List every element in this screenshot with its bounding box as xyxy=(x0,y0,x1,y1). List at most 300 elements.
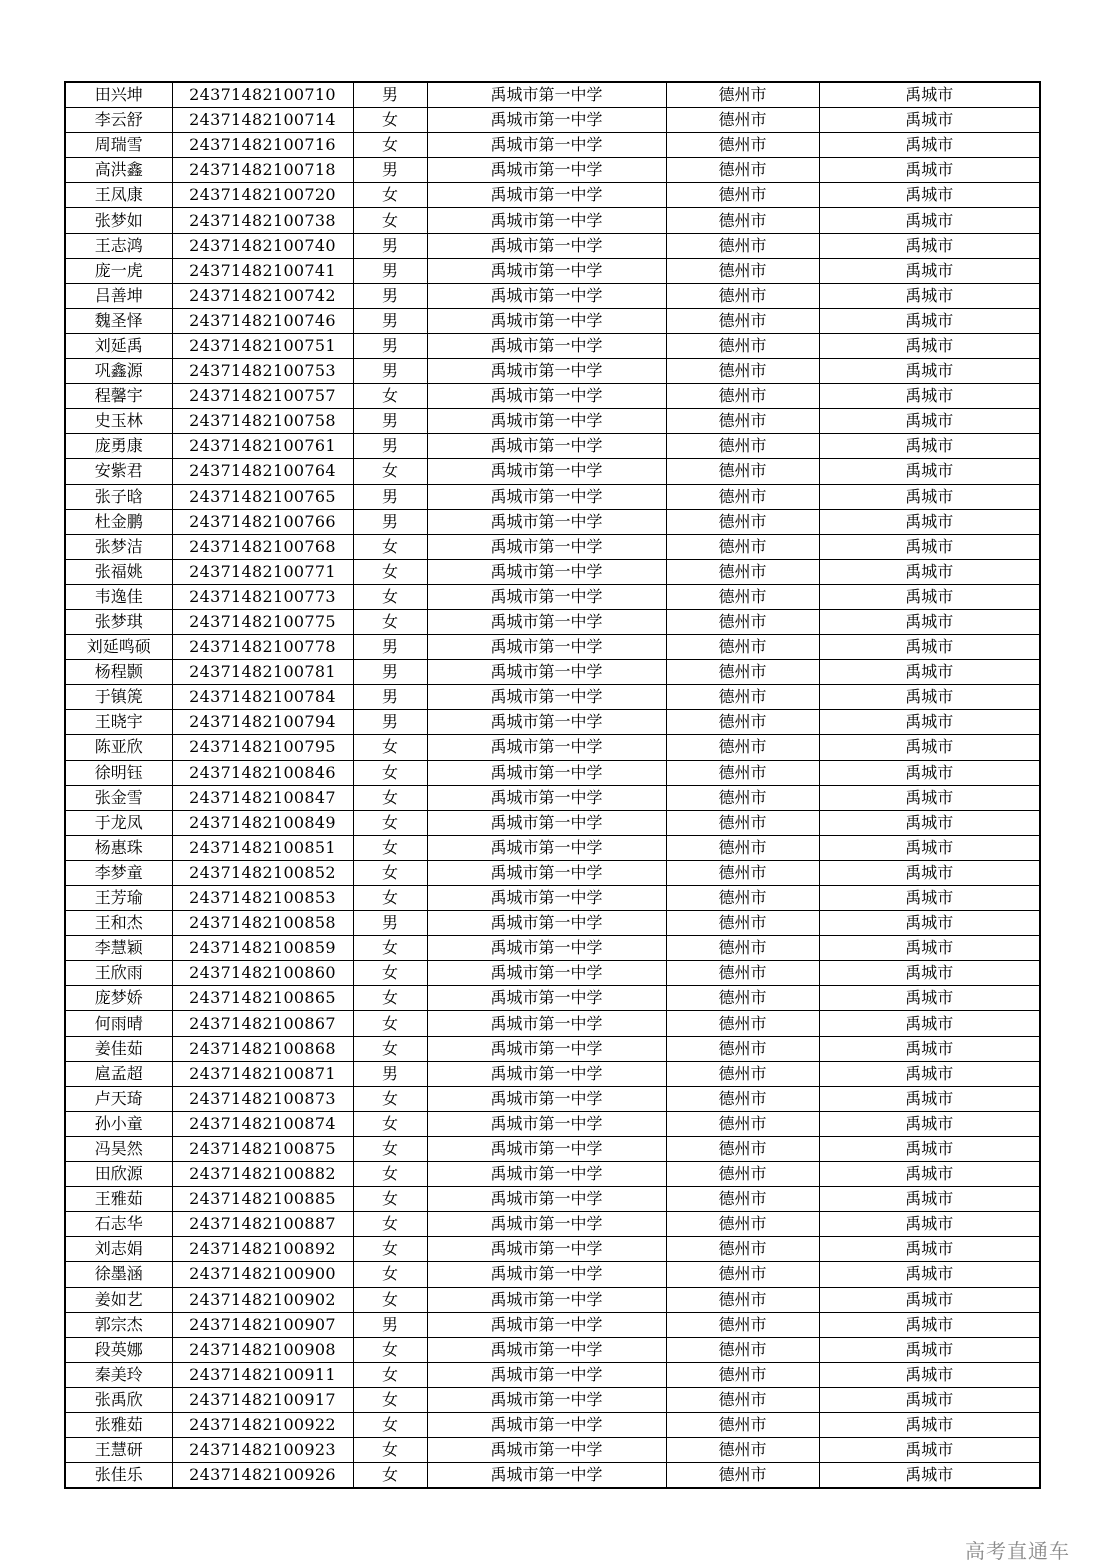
county-cell: 禹城市 xyxy=(819,1237,1040,1262)
exam-id-cell: 24371482100868 xyxy=(172,1036,353,1061)
city-cell: 德州市 xyxy=(666,484,819,509)
city-cell: 德州市 xyxy=(666,810,819,835)
exam-id-cell: 24371482100742 xyxy=(172,283,353,308)
exam-id-cell: 24371482100718 xyxy=(172,158,353,183)
exam-id-cell: 24371482100795 xyxy=(172,735,353,760)
table-row xyxy=(65,685,1040,710)
gender-cell: 男 xyxy=(353,233,427,258)
county-cell: 禹城市 xyxy=(819,1036,1040,1061)
exam-id-cell: 24371482100768 xyxy=(172,534,353,559)
county-cell: 禹城市 xyxy=(819,559,1040,584)
gender-cell: 女 xyxy=(353,183,427,208)
gender-cell: 女 xyxy=(353,108,427,133)
school-cell: 禹城市第一中学 xyxy=(427,1412,666,1437)
watermark-text: 高考直通车 xyxy=(965,1539,1070,1563)
city-cell: 德州市 xyxy=(666,1312,819,1337)
exam-id-cell: 24371482100867 xyxy=(172,1011,353,1036)
city-cell: 德州市 xyxy=(666,1061,819,1086)
table-row xyxy=(65,534,1040,559)
name-cell: 段英娜 xyxy=(65,1337,172,1362)
name-cell: 王雅茹 xyxy=(65,1187,172,1212)
table-row xyxy=(65,609,1040,634)
county-cell: 禹城市 xyxy=(819,635,1040,660)
city-cell: 德州市 xyxy=(666,1237,819,1262)
county-cell: 禹城市 xyxy=(819,1337,1040,1362)
table-row xyxy=(65,1061,1040,1086)
name-cell: 杜金鹏 xyxy=(65,509,172,534)
exam-id-cell: 24371482100716 xyxy=(172,133,353,158)
name-cell: 韦逸佳 xyxy=(65,584,172,609)
gender-cell: 女 xyxy=(353,1337,427,1362)
name-cell: 刘延鸣硕 xyxy=(65,635,172,660)
school-cell: 禹城市第一中学 xyxy=(427,233,666,258)
school-cell: 禹城市第一中学 xyxy=(427,1111,666,1136)
exam-id-cell: 24371482100908 xyxy=(172,1337,353,1362)
table-row xyxy=(65,158,1040,183)
gender-cell: 女 xyxy=(353,1011,427,1036)
exam-id-cell: 24371482100761 xyxy=(172,434,353,459)
city-cell: 德州市 xyxy=(666,911,819,936)
school-cell: 禹城市第一中学 xyxy=(427,710,666,735)
name-cell: 张金雪 xyxy=(65,785,172,810)
school-cell: 禹城市第一中学 xyxy=(427,333,666,358)
table-row xyxy=(65,584,1040,609)
county-cell: 禹城市 xyxy=(819,1312,1040,1337)
city-cell: 德州市 xyxy=(666,283,819,308)
gender-cell: 男 xyxy=(353,1312,427,1337)
name-cell: 徐墨涵 xyxy=(65,1262,172,1287)
county-cell: 禹城市 xyxy=(819,1187,1040,1212)
city-cell: 德州市 xyxy=(666,559,819,584)
county-cell: 禹城市 xyxy=(819,760,1040,785)
school-cell: 禹城市第一中学 xyxy=(427,810,666,835)
school-cell: 禹城市第一中学 xyxy=(427,911,666,936)
school-cell: 禹城市第一中学 xyxy=(427,459,666,484)
exam-id-cell: 24371482100885 xyxy=(172,1187,353,1212)
county-cell: 禹城市 xyxy=(819,1061,1040,1086)
county-cell: 禹城市 xyxy=(819,1086,1040,1111)
city-cell: 德州市 xyxy=(666,82,819,108)
county-cell: 禹城市 xyxy=(819,660,1040,685)
city-cell: 德州市 xyxy=(666,384,819,409)
school-cell: 禹城市第一中学 xyxy=(427,258,666,283)
gender-cell: 女 xyxy=(353,810,427,835)
exam-id-cell: 24371482100907 xyxy=(172,1312,353,1337)
table-row xyxy=(65,82,1040,108)
gender-cell: 男 xyxy=(353,509,427,534)
city-cell: 德州市 xyxy=(666,1086,819,1111)
exam-id-cell: 24371482100758 xyxy=(172,409,353,434)
school-cell: 禹城市第一中学 xyxy=(427,609,666,634)
exam-id-cell: 24371482100851 xyxy=(172,835,353,860)
table-row xyxy=(65,810,1040,835)
gender-cell: 男 xyxy=(353,308,427,333)
table-row xyxy=(65,911,1040,936)
gender-cell: 男 xyxy=(353,660,427,685)
city-cell: 德州市 xyxy=(666,1337,819,1362)
exam-id-cell: 24371482100741 xyxy=(172,258,353,283)
exam-id-cell: 24371482100858 xyxy=(172,911,353,936)
name-cell: 陈亚欣 xyxy=(65,735,172,760)
school-cell: 禹城市第一中学 xyxy=(427,1237,666,1262)
table-row xyxy=(65,434,1040,459)
name-cell: 王芳瑜 xyxy=(65,886,172,911)
table-row xyxy=(65,835,1040,860)
table-row xyxy=(65,961,1040,986)
school-cell: 禹城市第一中学 xyxy=(427,559,666,584)
name-cell: 王欣雨 xyxy=(65,961,172,986)
exam-id-cell: 24371482100874 xyxy=(172,1111,353,1136)
exam-id-cell: 24371482100778 xyxy=(172,635,353,660)
exam-id-cell: 24371482100710 xyxy=(172,82,353,108)
name-cell: 张梦如 xyxy=(65,208,172,233)
city-cell: 德州市 xyxy=(666,258,819,283)
exam-id-cell: 24371482100922 xyxy=(172,1412,353,1437)
county-cell: 禹城市 xyxy=(819,685,1040,710)
city-cell: 德州市 xyxy=(666,961,819,986)
school-cell: 禹城市第一中学 xyxy=(427,308,666,333)
county-cell: 禹城市 xyxy=(819,208,1040,233)
name-cell: 张梦洁 xyxy=(65,534,172,559)
exam-id-cell: 24371482100847 xyxy=(172,785,353,810)
name-cell: 杨程颢 xyxy=(65,660,172,685)
city-cell: 德州市 xyxy=(666,333,819,358)
name-cell: 秦美玲 xyxy=(65,1362,172,1387)
county-cell: 禹城市 xyxy=(819,835,1040,860)
table-row xyxy=(65,1036,1040,1061)
school-cell: 禹城市第一中学 xyxy=(427,1086,666,1111)
school-cell: 禹城市第一中学 xyxy=(427,584,666,609)
table-row xyxy=(65,459,1040,484)
table-row xyxy=(65,1412,1040,1437)
table-row xyxy=(65,1362,1040,1387)
table-row xyxy=(65,283,1040,308)
school-cell: 禹城市第一中学 xyxy=(427,1262,666,1287)
gender-cell: 女 xyxy=(353,1036,427,1061)
gender-cell: 男 xyxy=(353,258,427,283)
school-cell: 禹城市第一中学 xyxy=(427,1463,666,1489)
city-cell: 德州市 xyxy=(666,835,819,860)
county-cell: 禹城市 xyxy=(819,1412,1040,1437)
gender-cell: 女 xyxy=(353,384,427,409)
county-cell: 禹城市 xyxy=(819,133,1040,158)
county-cell: 禹城市 xyxy=(819,1212,1040,1237)
school-cell: 禹城市第一中学 xyxy=(427,986,666,1011)
gender-cell: 女 xyxy=(353,1262,427,1287)
name-cell: 张雅茹 xyxy=(65,1412,172,1437)
table-row xyxy=(65,635,1040,660)
gender-cell: 男 xyxy=(353,283,427,308)
exam-id-cell: 24371482100784 xyxy=(172,685,353,710)
exam-id-cell: 24371482100751 xyxy=(172,333,353,358)
exam-id-cell: 24371482100873 xyxy=(172,1086,353,1111)
exam-id-cell: 24371482100720 xyxy=(172,183,353,208)
gender-cell: 男 xyxy=(353,409,427,434)
exam-id-cell: 24371482100714 xyxy=(172,108,353,133)
name-cell: 姜如艺 xyxy=(65,1287,172,1312)
gender-cell: 男 xyxy=(353,434,427,459)
city-cell: 德州市 xyxy=(666,509,819,534)
school-cell: 禹城市第一中学 xyxy=(427,785,666,810)
table-row xyxy=(65,1337,1040,1362)
school-cell: 禹城市第一中学 xyxy=(427,409,666,434)
gender-cell: 女 xyxy=(353,936,427,961)
school-cell: 禹城市第一中学 xyxy=(427,158,666,183)
county-cell: 禹城市 xyxy=(819,886,1040,911)
school-cell: 禹城市第一中学 xyxy=(427,760,666,785)
name-cell: 王和杰 xyxy=(65,911,172,936)
school-cell: 禹城市第一中学 xyxy=(427,534,666,559)
name-cell: 李梦童 xyxy=(65,860,172,885)
city-cell: 德州市 xyxy=(666,1136,819,1161)
city-cell: 德州市 xyxy=(666,886,819,911)
school-cell: 禹城市第一中学 xyxy=(427,1287,666,1312)
county-cell: 禹城市 xyxy=(819,258,1040,283)
school-cell: 禹城市第一中学 xyxy=(427,359,666,384)
table-row xyxy=(65,936,1040,961)
city-cell: 德州市 xyxy=(666,1438,819,1463)
name-cell: 张福姚 xyxy=(65,559,172,584)
county-cell: 禹城市 xyxy=(819,1011,1040,1036)
table-row xyxy=(65,1463,1040,1489)
gender-cell: 女 xyxy=(353,208,427,233)
gender-cell: 女 xyxy=(353,1187,427,1212)
city-cell: 德州市 xyxy=(666,1287,819,1312)
gender-cell: 女 xyxy=(353,760,427,785)
name-cell: 何雨晴 xyxy=(65,1011,172,1036)
city-cell: 德州市 xyxy=(666,860,819,885)
name-cell: 刘延禹 xyxy=(65,333,172,358)
county-cell: 禹城市 xyxy=(819,459,1040,484)
county-cell: 禹城市 xyxy=(819,961,1040,986)
county-cell: 禹城市 xyxy=(819,584,1040,609)
school-cell: 禹城市第一中学 xyxy=(427,1438,666,1463)
name-cell: 郭宗杰 xyxy=(65,1312,172,1337)
county-cell: 禹城市 xyxy=(819,534,1040,559)
exam-id-cell: 24371482100875 xyxy=(172,1136,353,1161)
name-cell: 田兴坤 xyxy=(65,82,172,108)
county-cell: 禹城市 xyxy=(819,1136,1040,1161)
city-cell: 德州市 xyxy=(666,233,819,258)
table-row xyxy=(65,1212,1040,1237)
student-list-body xyxy=(65,82,1040,1488)
county-cell: 禹城市 xyxy=(819,384,1040,409)
county-cell: 禹城市 xyxy=(819,860,1040,885)
name-cell: 巩鑫源 xyxy=(65,359,172,384)
county-cell: 禹城市 xyxy=(819,158,1040,183)
city-cell: 德州市 xyxy=(666,409,819,434)
city-cell: 德州市 xyxy=(666,609,819,634)
exam-id-cell: 24371482100738 xyxy=(172,208,353,233)
exam-id-cell: 24371482100871 xyxy=(172,1061,353,1086)
gender-cell: 男 xyxy=(353,1061,427,1086)
city-cell: 德州市 xyxy=(666,108,819,133)
exam-id-cell: 24371482100794 xyxy=(172,710,353,735)
city-cell: 德州市 xyxy=(666,1036,819,1061)
gender-cell: 女 xyxy=(353,1463,427,1489)
city-cell: 德州市 xyxy=(666,635,819,660)
county-cell: 禹城市 xyxy=(819,183,1040,208)
city-cell: 德州市 xyxy=(666,1463,819,1489)
county-cell: 禹城市 xyxy=(819,434,1040,459)
name-cell: 安紫君 xyxy=(65,459,172,484)
gender-cell: 女 xyxy=(353,1287,427,1312)
county-cell: 禹城市 xyxy=(819,936,1040,961)
exam-id-cell: 24371482100926 xyxy=(172,1463,353,1489)
city-cell: 德州市 xyxy=(666,1387,819,1412)
county-cell: 禹城市 xyxy=(819,509,1040,534)
table-row xyxy=(65,1011,1040,1036)
table-row xyxy=(65,484,1040,509)
exam-id-cell: 24371482100882 xyxy=(172,1162,353,1187)
name-cell: 魏圣怿 xyxy=(65,308,172,333)
school-cell: 禹城市第一中学 xyxy=(427,660,666,685)
city-cell: 德州市 xyxy=(666,1212,819,1237)
name-cell: 史玉林 xyxy=(65,409,172,434)
exam-id-cell: 24371482100775 xyxy=(172,609,353,634)
school-cell: 禹城市第一中学 xyxy=(427,484,666,509)
county-cell: 禹城市 xyxy=(819,735,1040,760)
exam-id-cell: 24371482100773 xyxy=(172,584,353,609)
exam-id-cell: 24371482100917 xyxy=(172,1387,353,1412)
name-cell: 张梦琪 xyxy=(65,609,172,634)
school-cell: 禹城市第一中学 xyxy=(427,108,666,133)
city-cell: 德州市 xyxy=(666,534,819,559)
gender-cell: 女 xyxy=(353,1237,427,1262)
county-cell: 禹城市 xyxy=(819,1111,1040,1136)
name-cell: 王晓宇 xyxy=(65,710,172,735)
county-cell: 禹城市 xyxy=(819,1438,1040,1463)
table-row xyxy=(65,384,1040,409)
table-row xyxy=(65,1237,1040,1262)
name-cell: 李云舒 xyxy=(65,108,172,133)
county-cell: 禹城市 xyxy=(819,308,1040,333)
county-cell: 禹城市 xyxy=(819,1387,1040,1412)
exam-id-cell: 24371482100887 xyxy=(172,1212,353,1237)
table-row xyxy=(65,1438,1040,1463)
school-cell: 禹城市第一中学 xyxy=(427,509,666,534)
county-cell: 禹城市 xyxy=(819,333,1040,358)
gender-cell: 男 xyxy=(353,333,427,358)
school-cell: 禹城市第一中学 xyxy=(427,82,666,108)
exam-id-cell: 24371482100757 xyxy=(172,384,353,409)
table-row xyxy=(65,1187,1040,1212)
county-cell: 禹城市 xyxy=(819,409,1040,434)
name-cell: 吕善坤 xyxy=(65,283,172,308)
school-cell: 禹城市第一中学 xyxy=(427,936,666,961)
school-cell: 禹城市第一中学 xyxy=(427,434,666,459)
city-cell: 德州市 xyxy=(666,685,819,710)
table-row xyxy=(65,660,1040,685)
city-cell: 德州市 xyxy=(666,986,819,1011)
exam-id-cell: 24371482100859 xyxy=(172,936,353,961)
exam-id-cell: 24371482100902 xyxy=(172,1287,353,1312)
table-row xyxy=(65,735,1040,760)
name-cell: 田欣源 xyxy=(65,1162,172,1187)
name-cell: 庞勇康 xyxy=(65,434,172,459)
city-cell: 德州市 xyxy=(666,359,819,384)
gender-cell: 男 xyxy=(353,82,427,108)
name-cell: 李慧颖 xyxy=(65,936,172,961)
county-cell: 禹城市 xyxy=(819,484,1040,509)
city-cell: 德州市 xyxy=(666,133,819,158)
name-cell: 卢天琦 xyxy=(65,1086,172,1111)
county-cell: 禹城市 xyxy=(819,609,1040,634)
school-cell: 禹城市第一中学 xyxy=(427,1187,666,1212)
city-cell: 德州市 xyxy=(666,1362,819,1387)
gender-cell: 男 xyxy=(353,710,427,735)
name-cell: 杨惠珠 xyxy=(65,835,172,860)
city-cell: 德州市 xyxy=(666,735,819,760)
school-cell: 禹城市第一中学 xyxy=(427,1312,666,1337)
gender-cell: 男 xyxy=(353,484,427,509)
name-cell: 刘志娟 xyxy=(65,1237,172,1262)
city-cell: 德州市 xyxy=(666,434,819,459)
school-cell: 禹城市第一中学 xyxy=(427,1162,666,1187)
school-cell: 禹城市第一中学 xyxy=(427,685,666,710)
exam-id-cell: 24371482100765 xyxy=(172,484,353,509)
table-row xyxy=(65,359,1040,384)
city-cell: 德州市 xyxy=(666,785,819,810)
name-cell: 庞一虎 xyxy=(65,258,172,283)
county-cell: 禹城市 xyxy=(819,785,1040,810)
county-cell: 禹城市 xyxy=(819,233,1040,258)
gender-cell: 女 xyxy=(353,1086,427,1111)
county-cell: 禹城市 xyxy=(819,108,1040,133)
table-row xyxy=(65,559,1040,584)
gender-cell: 女 xyxy=(353,1362,427,1387)
school-cell: 禹城市第一中学 xyxy=(427,635,666,660)
name-cell: 庞梦娇 xyxy=(65,986,172,1011)
table-row xyxy=(65,1111,1040,1136)
student-list-table xyxy=(64,81,1041,1489)
exam-id-cell: 24371482100900 xyxy=(172,1262,353,1287)
name-cell: 姜佳茹 xyxy=(65,1036,172,1061)
table-row xyxy=(65,409,1040,434)
county-cell: 禹城市 xyxy=(819,1287,1040,1312)
gender-cell: 女 xyxy=(353,835,427,860)
gender-cell: 女 xyxy=(353,1162,427,1187)
gender-cell: 女 xyxy=(353,886,427,911)
city-cell: 德州市 xyxy=(666,584,819,609)
school-cell: 禹城市第一中学 xyxy=(427,1337,666,1362)
gender-cell: 男 xyxy=(353,359,427,384)
name-cell: 冯昊然 xyxy=(65,1136,172,1161)
gender-cell: 女 xyxy=(353,735,427,760)
school-cell: 禹城市第一中学 xyxy=(427,1136,666,1161)
city-cell: 德州市 xyxy=(666,760,819,785)
name-cell: 周瑞雪 xyxy=(65,133,172,158)
table-row xyxy=(65,860,1040,885)
city-cell: 德州市 xyxy=(666,1262,819,1287)
city-cell: 德州市 xyxy=(666,1187,819,1212)
school-cell: 禹城市第一中学 xyxy=(427,384,666,409)
table-row xyxy=(65,1387,1040,1412)
gender-cell: 女 xyxy=(353,1136,427,1161)
name-cell: 高洪鑫 xyxy=(65,158,172,183)
city-cell: 德州市 xyxy=(666,1111,819,1136)
table-row xyxy=(65,233,1040,258)
city-cell: 德州市 xyxy=(666,183,819,208)
gender-cell: 女 xyxy=(353,1438,427,1463)
school-cell: 禹城市第一中学 xyxy=(427,961,666,986)
county-cell: 禹城市 xyxy=(819,359,1040,384)
gender-cell: 男 xyxy=(353,158,427,183)
name-cell: 程馨宇 xyxy=(65,384,172,409)
table-row xyxy=(65,108,1040,133)
county-cell: 禹城市 xyxy=(819,1262,1040,1287)
name-cell: 张子晗 xyxy=(65,484,172,509)
